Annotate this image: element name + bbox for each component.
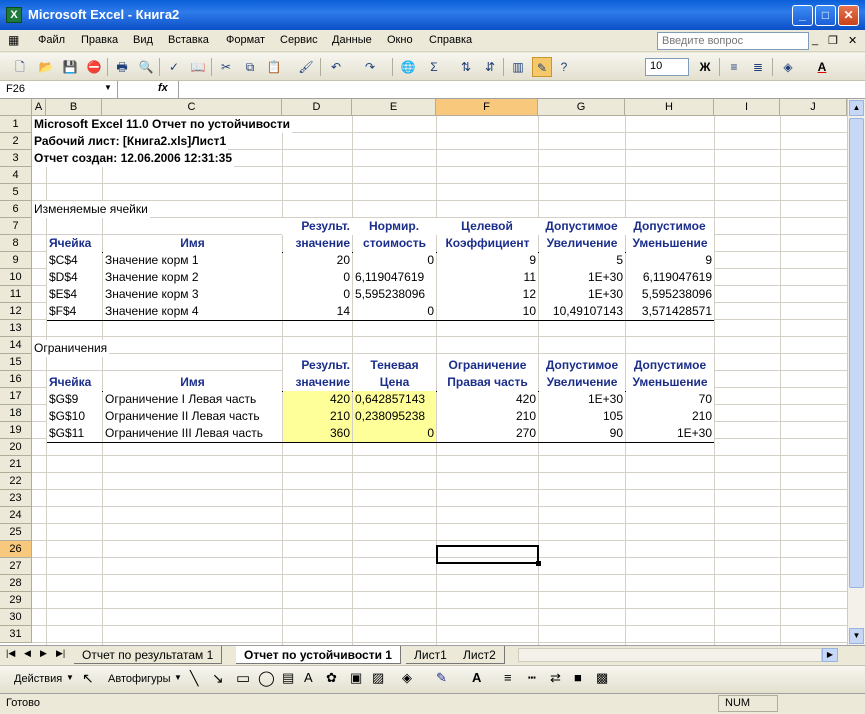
sort-ascending-icon[interactable]: ⇅ xyxy=(460,60,472,74)
t2-row2-b[interactable]: $G$10 xyxy=(47,408,102,425)
column-header-j[interactable]: J xyxy=(780,99,847,116)
line-icon[interactable]: ╲ xyxy=(190,670,199,686)
undo-icon[interactable]: ↶ xyxy=(330,60,342,74)
doc-restore-icon[interactable]: ❐ xyxy=(828,35,838,47)
row-header-26[interactable]: 26 xyxy=(0,541,32,558)
vertical-scrollbar[interactable] xyxy=(847,99,865,645)
drawing-icon[interactable]: ✎ xyxy=(532,57,552,77)
copy-icon[interactable]: ⧉ xyxy=(245,60,255,74)
line-style-icon[interactable]: ≡ xyxy=(504,670,512,685)
row-header-19[interactable]: 19 xyxy=(0,422,32,439)
font-color-icon[interactable]: A xyxy=(472,670,482,685)
column-header-a[interactable]: A xyxy=(32,99,46,116)
t1-row2-h[interactable]: 6,119047619 xyxy=(626,269,714,286)
standard-toolbar xyxy=(0,53,865,81)
t1-row1-e[interactable]: 0 xyxy=(353,252,436,269)
row-header-29[interactable]: 29 xyxy=(0,592,32,609)
t2-row3-c[interactable]: Ограничение III Левая часть xyxy=(103,425,282,442)
clipart-icon[interactable]: ▣ xyxy=(350,670,363,685)
align-center-icon[interactable]: ≡ xyxy=(730,60,738,74)
h2-e-bot: Цена xyxy=(353,374,436,391)
t1-row3-d[interactable]: 0 xyxy=(283,286,352,303)
column-header-g[interactable]: G xyxy=(538,99,625,116)
worksheet-grid[interactable] xyxy=(0,99,847,645)
row-header-11[interactable]: 11 xyxy=(0,286,32,303)
t2-row1-f[interactable]: 420 xyxy=(437,391,538,408)
arrow-style-icon[interactable]: ⇄ xyxy=(550,670,561,685)
t2-row2-h[interactable]: 210 xyxy=(626,408,714,425)
print-icon[interactable]: 🖶 xyxy=(116,60,128,74)
t2-row1-b[interactable]: $G$9 xyxy=(47,391,102,408)
scroll-thumb[interactable] xyxy=(849,118,864,588)
h1-name: Имя xyxy=(103,235,282,252)
spelling-icon[interactable]: ✓ xyxy=(168,60,180,74)
new-icon[interactable]: 🗋 xyxy=(15,60,25,74)
h2-e-top: Теневая xyxy=(353,357,436,374)
format-painter-icon[interactable]: 🖌 xyxy=(298,60,314,74)
h1-g-top: Допустимое xyxy=(538,218,625,235)
menu-view[interactable]: Вид xyxy=(133,34,153,46)
last-sheet-icon[interactable]: ▶| xyxy=(56,648,66,658)
autoshapes-dropdown-icon[interactable]: ▼ xyxy=(174,673,182,682)
tab-sheet2[interactable]: Лист2 xyxy=(455,646,505,664)
t1-row3-e[interactable]: 5,595238096 xyxy=(353,286,436,303)
column-header-h[interactable]: H xyxy=(625,99,714,116)
column-header-c[interactable]: C xyxy=(102,99,282,116)
drawing-toolbar xyxy=(0,665,865,693)
sort-descending-icon[interactable]: ⇵ xyxy=(484,60,496,74)
row-header-24[interactable]: 24 xyxy=(0,507,32,524)
t2-row2-f[interactable]: 210 xyxy=(437,408,538,425)
bold-button[interactable]: Ж xyxy=(699,60,711,74)
fill-color-icon[interactable]: ◈ xyxy=(783,60,793,74)
row-header-3[interactable]: 3 xyxy=(0,150,32,167)
formula-bar xyxy=(0,81,865,99)
t1-row4-g[interactable]: 10,49107143 xyxy=(539,303,625,320)
t2-row3-b[interactable]: $G$11 xyxy=(47,425,102,442)
t1-row2-f[interactable]: 11 xyxy=(437,269,538,286)
h1-g-bot: Увеличение xyxy=(539,235,625,252)
h1-d-bot: значение xyxy=(283,235,352,252)
h1-f-bot: Коэффициент xyxy=(437,235,538,252)
menu-window[interactable]: Окно xyxy=(387,34,413,46)
h1-e-top: Нормир. xyxy=(352,218,436,235)
report-created: Отчет создан: 12.06.2006 12:31:35 xyxy=(34,151,233,165)
row-header-25[interactable]: 25 xyxy=(0,524,32,541)
t2-row3-e[interactable]: 0 xyxy=(353,425,436,442)
font-size-select[interactable]: 10 xyxy=(645,58,689,76)
diagram-icon[interactable]: ✿ xyxy=(326,670,337,685)
row-header-4[interactable]: 4 xyxy=(0,167,32,184)
t1-row1-c[interactable]: Значение корм 1 xyxy=(103,252,282,269)
t2-row3-d[interactable]: 360 xyxy=(283,425,352,442)
row-header-12[interactable]: 12 xyxy=(0,303,32,320)
t1-row3-f[interactable]: 12 xyxy=(437,286,538,303)
menu-data[interactable]: Данные xyxy=(332,34,372,46)
name-box[interactable]: F26 xyxy=(2,81,118,98)
tab-sheet1[interactable]: Лист1 xyxy=(406,646,456,664)
row-header-31[interactable]: 31 xyxy=(0,626,32,643)
arrow-icon[interactable]: ↘ xyxy=(212,670,224,686)
status-ready: Готово xyxy=(6,697,40,709)
report-worksheet: Рабочий лист: [Книга2.xls]Лист1 xyxy=(34,134,227,148)
paste-icon[interactable]: 📋 xyxy=(266,60,282,74)
t2-row1-e[interactable]: 0,642857143 xyxy=(353,391,436,408)
horizontal-scrollbar[interactable] xyxy=(518,648,822,662)
open-icon[interactable]: 📂 xyxy=(38,60,54,74)
title-bar xyxy=(0,0,865,30)
active-cell-f26[interactable] xyxy=(436,545,539,564)
row-header-20[interactable]: 20 xyxy=(0,439,32,456)
t1-row4-h[interactable]: 3,571428571 xyxy=(626,303,714,320)
t2-row3-f[interactable]: 270 xyxy=(437,425,538,442)
ask-question-input[interactable]: Введите вопрос xyxy=(657,32,809,50)
excel-app-icon[interactable]: X xyxy=(6,7,22,23)
shadow-icon[interactable]: ■ xyxy=(574,670,582,685)
prev-sheet-icon[interactable]: ◀ xyxy=(24,648,31,658)
column-header-b[interactable]: B xyxy=(46,99,102,116)
row-header-22[interactable]: 22 xyxy=(0,473,32,490)
h2-g-top: Допустимое xyxy=(539,357,625,374)
t2-row1-h[interactable]: 70 xyxy=(626,391,714,408)
permission-icon[interactable]: ⛔ xyxy=(86,60,102,74)
textbox-icon[interactable]: ▤ xyxy=(282,670,295,685)
tab-results-report[interactable]: Отчет по результатам 1 xyxy=(74,646,222,664)
h2-d-top: Результ. xyxy=(283,357,352,374)
h2-name: Имя xyxy=(103,374,282,391)
row-header-13[interactable]: 13 xyxy=(0,320,32,337)
t1-row4-b[interactable]: $F$4 xyxy=(47,303,102,320)
h1-e-bot: стоимость xyxy=(353,235,436,252)
report-title: Microsoft Excel 11.0 Отчет по устойчивости xyxy=(34,117,291,131)
row-header-27[interactable]: 27 xyxy=(0,558,32,575)
select-objects-icon[interactable]: ↖ xyxy=(82,670,94,686)
menu-help[interactable]: Справка xyxy=(429,34,473,46)
t2-row3-g[interactable]: 90 xyxy=(539,425,625,442)
t1-row1-h[interactable]: 9 xyxy=(626,252,714,269)
h1-f-top: Целевой xyxy=(436,218,538,235)
sheet-tabs-bar xyxy=(0,645,865,664)
tab-sensitivity-report[interactable]: Отчет по устойчивости 1 xyxy=(236,646,401,664)
t1-row4-d[interactable]: 14 xyxy=(283,303,352,320)
t1-row2-c[interactable]: Значение корм 2 xyxy=(103,269,282,286)
autoshapes-menu[interactable]: Автофигуры xyxy=(108,673,171,685)
section-constraints: Ограничения xyxy=(34,341,108,355)
h2-h-bot: Уменьшение xyxy=(626,374,714,391)
align-right-icon[interactable]: ≣ xyxy=(752,60,764,74)
t1-row1-d[interactable]: 20 xyxy=(283,252,352,269)
row-header-7[interactable]: 7 xyxy=(0,218,32,235)
doc-minimize-icon[interactable]: _ xyxy=(812,34,819,46)
picture-icon[interactable]: ▨ xyxy=(372,670,385,685)
t1-row1-f[interactable]: 9 xyxy=(437,252,538,269)
doc-close-icon[interactable]: ✕ xyxy=(848,35,858,47)
h2-f-top: Ограничение xyxy=(437,357,538,374)
scroll-up-icon[interactable]: ▲ xyxy=(849,100,864,116)
row-header-8[interactable]: 8 xyxy=(0,235,32,252)
window-title: Microsoft Excel - Книга2 xyxy=(28,7,180,22)
t1-row3-b[interactable]: $E$4 xyxy=(47,286,102,303)
menu-edit[interactable]: Правка xyxy=(81,34,119,46)
row-header-23[interactable]: 23 xyxy=(0,490,32,507)
name-box-dropdown-icon[interactable]: ▼ xyxy=(104,83,112,92)
cut-icon[interactable]: ✂ xyxy=(220,60,232,74)
status-bar xyxy=(0,693,865,714)
row-header-30[interactable]: 30 xyxy=(0,609,32,626)
h2-g-bot: Увеличение xyxy=(539,374,625,391)
row-header-14[interactable]: 14 xyxy=(0,337,32,354)
row-header-16[interactable]: 16 xyxy=(0,371,32,388)
scroll-right-icon[interactable]: ▶ xyxy=(822,648,838,662)
h2-cell: Ячейка xyxy=(47,374,102,391)
rectangle-icon[interactable]: ▭ xyxy=(236,670,251,687)
t1-row4-c[interactable]: Значение корм 4 xyxy=(103,303,282,320)
t1-row4-e[interactable]: 0 xyxy=(353,303,436,320)
chart-wizard-icon[interactable]: ▥ xyxy=(512,60,524,74)
row-header-15[interactable]: 15 xyxy=(0,354,32,371)
column-header-i[interactable]: I xyxy=(714,99,780,116)
row-header-5[interactable]: 5 xyxy=(0,184,32,201)
h1-cell: Ячейка xyxy=(47,235,102,252)
row-header-21[interactable]: 21 xyxy=(0,456,32,473)
font-color-button[interactable]: А xyxy=(817,60,827,74)
h2-h-top: Допустимое xyxy=(626,357,714,374)
t1-row1-g[interactable]: 5 xyxy=(539,252,625,269)
redo-icon[interactable]: ↷ xyxy=(364,60,376,74)
section-changing-cells: Изменяемые ячейки xyxy=(34,202,148,216)
h1-d-top: Результ. xyxy=(282,218,352,235)
oval-icon[interactable]: ◯ xyxy=(258,670,275,687)
row-header-10[interactable]: 10 xyxy=(0,269,32,286)
close-button[interactable]: ✕ xyxy=(838,5,859,26)
row-header-9[interactable]: 9 xyxy=(0,252,32,269)
h2-f-bot: Правая часть xyxy=(437,374,538,391)
insert-function-icon[interactable]: fx xyxy=(158,82,168,94)
t2-row1-g[interactable]: 1E+30 xyxy=(539,391,625,408)
h1-h-bot: Уменьшение xyxy=(626,235,714,252)
line-color-icon[interactable]: ✎ xyxy=(436,670,447,685)
t1-row1-b[interactable]: $C$4 xyxy=(47,252,102,269)
h1-h-top: Допустимое xyxy=(625,218,714,235)
dash-style-icon[interactable]: ┅ xyxy=(528,670,536,685)
menu-tools[interactable]: Сервис xyxy=(280,34,318,46)
fill-bucket-icon[interactable]: ◈ xyxy=(402,670,412,685)
t1-row3-c[interactable]: Значение корм 3 xyxy=(103,286,282,303)
t1-row2-g[interactable]: 1E+30 xyxy=(539,269,625,286)
row-header-1[interactable]: 1 xyxy=(0,116,32,133)
maximize-button[interactable]: □ xyxy=(815,5,836,26)
menu-bar xyxy=(0,30,865,52)
t1-row4-f[interactable]: 10 xyxy=(437,303,538,320)
help-icon[interactable]: ? xyxy=(560,60,568,74)
next-sheet-icon[interactable]: ▶ xyxy=(40,648,47,658)
menu-format[interactable]: Формат xyxy=(226,34,266,46)
hyperlink-icon[interactable]: 🌐 xyxy=(400,60,416,74)
row-header-2[interactable]: 2 xyxy=(0,133,32,150)
formula-input[interactable] xyxy=(178,81,865,98)
column-header-e[interactable]: E xyxy=(352,99,436,116)
column-header-d[interactable]: D xyxy=(282,99,352,116)
t2-row2-g[interactable]: 105 xyxy=(539,408,625,425)
t2-row2-d[interactable]: 210 xyxy=(283,408,352,425)
t1-row2-b[interactable]: $D$4 xyxy=(47,269,102,286)
t2-row1-d[interactable]: 420 xyxy=(283,391,352,408)
scroll-down-icon[interactable]: ▼ xyxy=(849,628,864,644)
menu-insert[interactable]: Вставка xyxy=(168,34,209,46)
t2-row2-c[interactable]: Ограничение II Левая часть xyxy=(103,408,282,425)
t1-row2-d[interactable]: 0 xyxy=(283,269,352,286)
preview-icon[interactable]: 🔍 xyxy=(138,60,154,74)
t2-row1-c[interactable]: Ограничение I Левая часть xyxy=(103,391,282,408)
save-icon[interactable]: 💾 xyxy=(62,60,78,74)
fill-handle[interactable] xyxy=(536,561,541,566)
minimize-button[interactable]: _ xyxy=(792,5,813,26)
wordart-icon[interactable]: A xyxy=(304,670,313,685)
row-header-18[interactable]: 18 xyxy=(0,405,32,422)
research-icon[interactable]: 📖 xyxy=(190,60,206,74)
row-header-6[interactable]: 6 xyxy=(0,201,32,218)
row-header-17[interactable]: 17 xyxy=(0,388,32,405)
column-header-f[interactable]: F xyxy=(436,99,538,116)
select-all-corner[interactable] xyxy=(0,99,32,116)
first-sheet-icon[interactable]: |◀ xyxy=(6,648,16,658)
status-num: NUM xyxy=(718,695,778,712)
actions-menu[interactable]: Действия xyxy=(14,673,63,685)
t1-row3-g[interactable]: 1E+30 xyxy=(539,286,625,303)
t2-row2-e[interactable]: 0,238095238 xyxy=(353,408,436,425)
3d-icon[interactable]: ▩ xyxy=(596,670,609,685)
row-header-28[interactable]: 28 xyxy=(0,575,32,592)
t1-row3-h[interactable]: 5,595238096 xyxy=(626,286,714,303)
actions-dropdown-icon[interactable]: ▼ xyxy=(66,673,74,682)
h2-d-bot: значение xyxy=(283,374,352,391)
document-icon[interactable]: ▦ xyxy=(8,33,20,47)
autosum-icon[interactable]: Σ xyxy=(430,60,438,74)
t2-row3-h[interactable]: 1E+30 xyxy=(626,425,714,442)
t1-row2-e[interactable]: 6,119047619 xyxy=(353,269,436,286)
menu-file[interactable]: Файл xyxy=(38,34,66,46)
